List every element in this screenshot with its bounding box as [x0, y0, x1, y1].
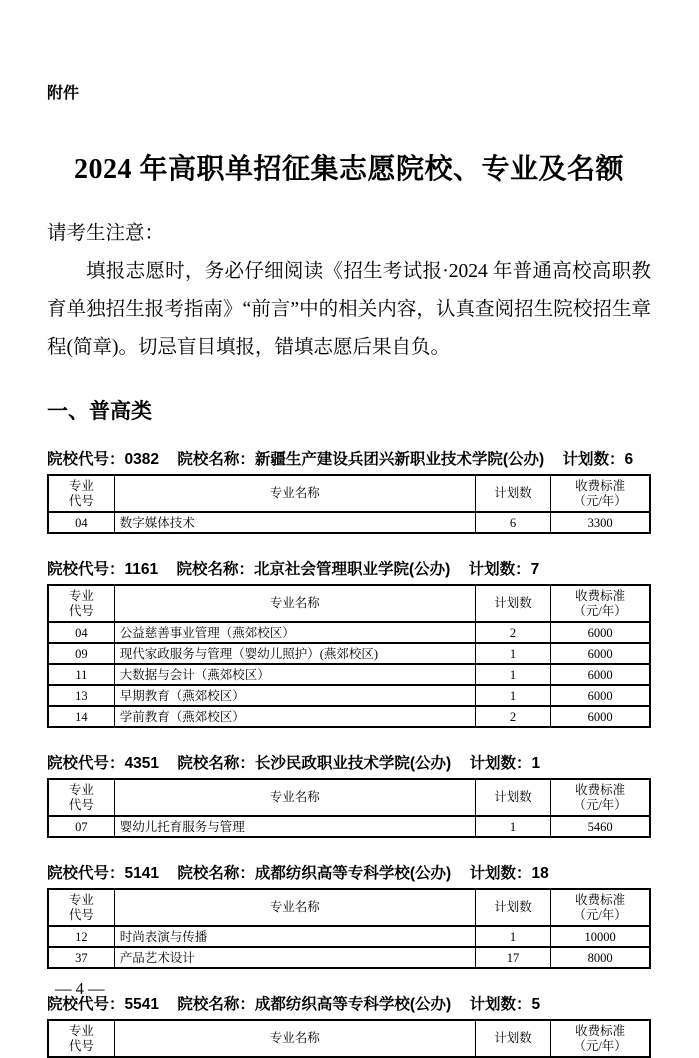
- major-code-cell: 37: [48, 947, 114, 968]
- majors-table-header: [48, 779, 650, 816]
- school-heading: [47, 994, 651, 1015]
- col-header-major-code-line1: 专业: [68, 588, 94, 603]
- majors-table-header: [48, 889, 650, 926]
- major-name-cell: 大数据与会计（燕郊校区）: [114, 664, 475, 685]
- col-header-fee: [551, 889, 650, 926]
- majors-table-body: [48, 512, 650, 533]
- col-header-fee-line1: 收费标准: [575, 478, 626, 493]
- col-header-major-code-line1: 专业: [68, 892, 94, 907]
- school-name-value: 新疆生产建设兵团兴新职业技术学院(公办): [254, 451, 545, 469]
- major-name-cell: 婴幼儿托育服务与管理: [114, 816, 475, 837]
- school-code-label: 院校代号：: [47, 996, 125, 1014]
- plan-total-value: 18: [531, 865, 549, 883]
- majors-table: [47, 584, 651, 728]
- major-fee-cell: 6000: [551, 706, 650, 727]
- school-heading: [47, 753, 651, 774]
- major-fee-cell: 5460: [551, 816, 650, 837]
- col-header-fee: [551, 585, 650, 622]
- col-header-fee: [551, 475, 650, 512]
- school-name-label: 院校名称：: [177, 865, 255, 883]
- header-row: [48, 585, 650, 622]
- col-header-major-code-line1: 专业: [68, 782, 94, 797]
- attachment-label: 附件: [47, 85, 80, 102]
- major-fee-cell: 6000: [551, 622, 650, 643]
- col-header-plan-text: 计划数: [494, 1031, 532, 1046]
- school-code-value: 5141: [124, 865, 159, 883]
- col-header-major-name: [114, 475, 475, 512]
- plan-total-label: 计划数：: [469, 865, 532, 883]
- majors-table-header: [48, 1020, 650, 1057]
- major-plan-cell: 1: [475, 685, 550, 706]
- col-header-major-name-text: 专业名称: [269, 790, 320, 805]
- col-header-major-code-line2: 代号: [68, 797, 94, 812]
- school-code-label: 院校代号：: [47, 561, 125, 579]
- school-heading: [47, 559, 651, 580]
- school-name-label: 院校名称：: [177, 996, 255, 1014]
- major-plan-cell: 2: [475, 622, 550, 643]
- header-row: [48, 779, 650, 816]
- col-header-major-code-line2: 代号: [68, 493, 94, 508]
- col-header-major-name-text: 专业名称: [269, 486, 320, 501]
- col-header-fee-line1: 收费标准: [575, 782, 626, 797]
- school-name-value: 成都纺织高等专科学校(公办): [254, 996, 452, 1014]
- school-block: [47, 559, 651, 728]
- school-heading: [47, 449, 651, 470]
- notice-paragraph: 填报志愿时，务必仔细阅读《招生考试报·2024 年普通高校高职教育单独招生报考指南》“前言”中的相关内容，认真查阅招生院校招生章程(简章)。切忌盲目填报，错填志愿后果自负。: [47, 261, 651, 358]
- major-name-cell: 早期教育（燕郊校区）: [114, 685, 475, 706]
- header-row: [48, 889, 650, 926]
- major-name-cell: 时尚表演与传播: [114, 926, 475, 947]
- col-header-major-code: [48, 889, 114, 926]
- major-fee-cell: 3300: [551, 512, 650, 533]
- section-heading-general-category: 一、普高类: [47, 400, 152, 423]
- major-code-cell: 14: [48, 706, 114, 727]
- major-name-cell: 学前教育（燕郊校区）: [114, 706, 475, 727]
- school-code-value: 0382: [124, 451, 159, 469]
- col-header-major-name-text: 专业名称: [269, 596, 320, 611]
- document-title: 2024 年高职单招征集志愿院校、专业及名额: [73, 154, 624, 185]
- school-block: [47, 863, 651, 969]
- school-block: [47, 753, 651, 838]
- major-row: [48, 622, 650, 643]
- col-header-plan-text: 计划数: [494, 900, 532, 915]
- school-name-value: 成都纺织高等专科学校(公办): [254, 865, 452, 883]
- major-fee-cell: 8000: [551, 947, 650, 968]
- major-fee-cell: 6000: [551, 664, 650, 685]
- col-header-fee-line2: （元/年）: [573, 493, 627, 508]
- school-name-value: 北京社会管理职业学院(公办): [253, 561, 451, 579]
- major-name-cell: 产品艺术设计: [114, 947, 475, 968]
- plan-total-label: 计划数：: [469, 996, 532, 1014]
- major-row: [48, 512, 650, 533]
- major-plan-cell: 17: [475, 947, 550, 968]
- majors-table: [47, 778, 651, 838]
- major-code-cell: 09: [48, 643, 114, 664]
- col-header-fee-line1: 收费标准: [575, 892, 626, 907]
- col-header-plan-text: 计划数: [494, 596, 532, 611]
- col-header-plan: [475, 585, 550, 622]
- col-header-major-code-line2: 代号: [68, 603, 94, 618]
- col-header-major-code-line1: 专业: [68, 1023, 94, 1038]
- major-row: [48, 947, 650, 968]
- major-row: [48, 816, 650, 837]
- major-code-cell: 04: [48, 622, 114, 643]
- col-header-major-code-line1: 专业: [68, 478, 94, 493]
- schools-list: [47, 449, 651, 1058]
- major-code-cell: 07: [48, 816, 114, 837]
- school-code-label: 院校代号：: [47, 451, 125, 469]
- col-header-major-name: [114, 779, 475, 816]
- plan-total-value: 5: [531, 996, 541, 1014]
- col-header-major-code-line2: 代号: [68, 1038, 94, 1053]
- plan-total-label: 计划数：: [469, 755, 532, 773]
- plan-total-value: 7: [530, 561, 540, 579]
- major-row: [48, 685, 650, 706]
- col-header-plan-text: 计划数: [494, 790, 532, 805]
- major-fee-cell: 6000: [551, 643, 650, 664]
- col-header-fee: [551, 1020, 650, 1057]
- col-header-fee-line2: （元/年）: [573, 907, 627, 922]
- col-header-plan-text: 计划数: [494, 486, 532, 501]
- major-code-cell: 11: [48, 664, 114, 685]
- plan-total-value: 6: [624, 451, 634, 469]
- major-plan-cell: 1: [475, 816, 550, 837]
- col-header-major-name-text: 专业名称: [269, 1031, 320, 1046]
- major-code-cell: 12: [48, 926, 114, 947]
- col-header-plan: [475, 889, 550, 926]
- major-row: [48, 926, 650, 947]
- header-row: [48, 475, 650, 512]
- col-header-plan: [475, 1020, 550, 1057]
- col-header-major-name: [114, 1020, 475, 1057]
- col-header-fee-line1: 收费标准: [575, 1023, 626, 1038]
- school-block: [47, 994, 651, 1058]
- col-header-plan: [475, 779, 550, 816]
- col-header-major-code: [48, 585, 114, 622]
- majors-table: [47, 888, 651, 969]
- major-row: [48, 706, 650, 727]
- school-code-label: 院校代号：: [47, 755, 125, 773]
- school-code-value: 4351: [124, 755, 159, 773]
- major-row: [48, 643, 650, 664]
- col-header-plan: [475, 475, 550, 512]
- school-code-value: 1161: [124, 561, 159, 579]
- major-name-cell: 公益慈善事业管理（燕郊校区）: [114, 622, 475, 643]
- col-header-major-code: [48, 475, 114, 512]
- col-header-major-name: [114, 585, 475, 622]
- plan-total-label: 计划数：: [468, 561, 531, 579]
- major-fee-cell: 6000: [551, 685, 650, 706]
- col-header-fee-line2: （元/年）: [573, 1038, 627, 1053]
- major-plan-cell: 1: [475, 643, 550, 664]
- col-header-major-name-text: 专业名称: [269, 900, 320, 915]
- majors-table-body: [48, 926, 650, 968]
- major-code-cell: 04: [48, 512, 114, 533]
- majors-table: [47, 1019, 651, 1058]
- school-name-value: 长沙民政职业技术学院(公办): [254, 755, 452, 773]
- major-plan-cell: 1: [475, 926, 550, 947]
- school-code-value: 5541: [124, 996, 159, 1014]
- major-code-cell: 13: [48, 685, 114, 706]
- school-name-label: 院校名称：: [177, 451, 255, 469]
- school-block: [47, 449, 651, 534]
- col-header-fee-line2: （元/年）: [573, 797, 627, 812]
- plan-total-value: 1: [531, 755, 541, 773]
- school-heading: [47, 863, 651, 884]
- col-header-major-code: [48, 1020, 114, 1057]
- col-header-major-name: [114, 889, 475, 926]
- col-header-major-code-line2: 代号: [68, 907, 94, 922]
- col-header-fee-line2: （元/年）: [573, 603, 627, 618]
- major-plan-cell: 6: [475, 512, 550, 533]
- majors-table: [47, 474, 651, 534]
- majors-table-header: [48, 585, 650, 622]
- major-row: [48, 664, 650, 685]
- major-plan-cell: 1: [475, 664, 550, 685]
- school-name-label: 院校名称：: [177, 755, 255, 773]
- page-number: — 4 —: [55, 979, 105, 998]
- notice-heading: 请考生注意：: [47, 223, 165, 244]
- majors-table-header: [48, 475, 650, 512]
- majors-table-body: [48, 816, 650, 837]
- header-row: [48, 1020, 650, 1057]
- school-name-label: 院校名称：: [176, 561, 254, 579]
- col-header-major-code: [48, 779, 114, 816]
- majors-table-body: [48, 622, 650, 727]
- major-name-cell: 数字媒体技术: [114, 512, 475, 533]
- major-name-cell: 现代家政服务与管理（婴幼儿照护）(燕郊校区): [114, 643, 475, 664]
- school-code-label: 院校代号：: [47, 865, 125, 883]
- major-plan-cell: 2: [475, 706, 550, 727]
- col-header-fee: [551, 779, 650, 816]
- col-header-fee-line1: 收费标准: [575, 588, 626, 603]
- plan-total-label: 计划数：: [562, 451, 625, 469]
- major-fee-cell: 10000: [551, 926, 650, 947]
